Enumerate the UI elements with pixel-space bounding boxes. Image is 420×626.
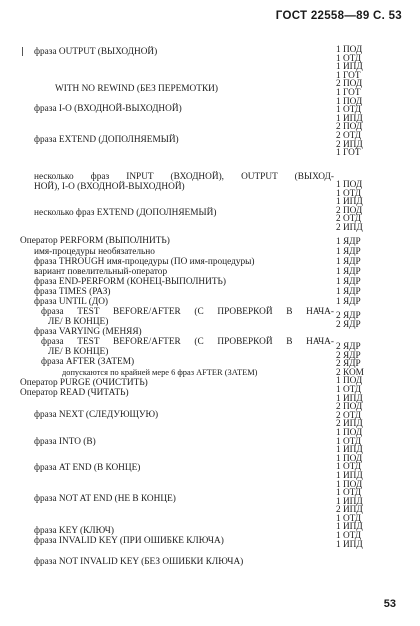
- code-entry: 2 ЯДР: [336, 319, 361, 330]
- text-line: фраза NEXT (СЛЕДУЮЩУЮ): [34, 410, 159, 420]
- text-line: несколько фраз EXTEND (ДОПОЛНЯЕМЫЙ): [34, 208, 217, 218]
- text-line: ЛЕ/ В КОНЦЕ): [48, 347, 109, 357]
- code-entry: 1 ПОД: [336, 479, 363, 490]
- text-line: Оператор READ (ЧИТАТЬ): [20, 388, 129, 398]
- code-entry: 2 ИПД: [336, 505, 363, 516]
- code-entry: 1 ЯДР: [336, 287, 361, 297]
- code-entry: 1 ИПД: [336, 522, 363, 533]
- text-line: Оператор PERFORM (ВЫПОЛНИТЬ): [20, 236, 170, 246]
- code-entry: 2 ПОД: [336, 79, 363, 90]
- code-entry: 1 ОТД: [336, 384, 362, 395]
- code-column: [336, 46, 363, 158]
- code-entry: 1 ПОД: [336, 96, 363, 107]
- code-entry: 1 ИПД: [336, 197, 363, 208]
- page-number: 53: [383, 598, 396, 610]
- code-entry: 1 ИПД: [336, 113, 363, 124]
- text-line: допускаются по крайней мере 6 фраз AFTER (ЗАТЕМ): [62, 368, 258, 377]
- code-entry: 1 ЯДР: [336, 237, 361, 247]
- code-entry: 1 ОТД: [336, 53, 362, 64]
- text-line: фраза KEY (КЛЮЧ): [34, 526, 114, 536]
- text-line: фраза INVALID KEY (ПРИ ОШИБКЕ КЛЮЧА): [34, 536, 224, 546]
- text-line: несколько фраз INPUT (ВХОДНОЙ), OUTPUT (ВЫХОД-: [34, 172, 334, 182]
- code-entry: 1 ЯДР: [336, 247, 361, 257]
- code-entry: 1 ОТД: [336, 531, 362, 542]
- text-line: фраза END-PERFORM (КОНЕЦ-ВЫПОЛНИТЬ): [34, 277, 226, 287]
- text-line: фраза AT END (В КОНЦЕ): [34, 463, 141, 473]
- code-entry: 2 ПОД: [336, 122, 363, 133]
- text-line: Оператор PURGE (ОЧИСТИТЬ): [20, 378, 148, 388]
- code-entry: 1 ГОТ: [336, 148, 361, 159]
- code-entry: 1 ОТД: [336, 436, 362, 447]
- code-entry: 1 ИПД: [336, 62, 363, 73]
- code-entry: 2 ПОД: [336, 205, 363, 216]
- text-line: имя-процедуры необязательно: [34, 247, 155, 257]
- code-entry: 2 ОТД: [336, 214, 362, 225]
- code-entry: 1 ИПД: [336, 445, 363, 456]
- code-column: [336, 312, 361, 329]
- code-entry: 1 ЯДР: [336, 267, 361, 277]
- text-line: ЛЕ/ В КОНЦЕ): [48, 317, 109, 327]
- text-line: фраза INTO (В): [34, 437, 96, 447]
- code-entry: 2 ИПД: [336, 419, 363, 430]
- text-line: фраза TIMES (РАЗ): [34, 287, 111, 297]
- text-line: фраза TEST BEFORE/AFTER (С ПРОВЕРКОЙ В НАЧА-: [41, 337, 334, 347]
- code-entry: 1 ИПД: [336, 539, 363, 550]
- code-entry: 1 ОТД: [336, 188, 362, 199]
- text-line: фраза VARYING (МЕНЯЯ): [34, 327, 142, 337]
- code-column: [336, 181, 363, 233]
- code-entry: 1 ЯДР: [336, 257, 361, 267]
- code-entry: 1 ЯДР: [336, 297, 361, 307]
- text-line: фраза AFTER (ЗАТЕМ): [41, 357, 135, 367]
- page-header: ГОСТ 22558—89 С. 53: [275, 10, 402, 22]
- code-entry: 2 ОТД: [336, 130, 362, 141]
- text-line: НОЙ), I-O (ВХОДНОЙ-ВЫХОДНОЙ): [34, 182, 185, 192]
- text-line: фраза OUTPUT (ВЫХОДНОЙ): [34, 47, 158, 57]
- code-entry: 1 ОТД: [336, 105, 362, 116]
- code-entry: 2 ЯДР: [336, 311, 361, 321]
- code-entry: 2 ЯДР: [336, 342, 361, 352]
- code-entry: 1 ИПД: [336, 393, 363, 404]
- code-entry: 1 ОТД: [336, 462, 362, 473]
- code-entry: 1 ПОД: [336, 453, 363, 464]
- text-line: фраза NOT AT END (НЕ В КОНЦЕ): [34, 494, 176, 504]
- text-line: фраза I-O (ВХОДНОЙ-ВЫХОДНОЙ): [34, 104, 182, 114]
- code-entry: 1 ПОД: [336, 180, 363, 190]
- margin-mark: [22, 47, 23, 56]
- text-line: фраза EXTEND (ДОПОЛНЯЕМЫЙ): [34, 135, 179, 145]
- code-entry: 2 ЯДР: [336, 359, 361, 370]
- text-line: фраза UNTIL (ДО): [34, 297, 109, 307]
- code-entry: 1 ИПД: [336, 470, 363, 481]
- code-entry: 1 ПОД: [336, 427, 363, 438]
- code-entry: 2 ИПД: [336, 222, 363, 233]
- code-entry: 2 ПОД: [336, 402, 363, 413]
- code-entry: 2 КОМ: [336, 367, 364, 378]
- text-line: WITH NO REWIND (БЕЗ ПЕРЕМОТКИ): [55, 84, 218, 94]
- code-entry: 2 ОТД: [336, 410, 362, 421]
- text-line: фраза NOT INVALID KEY (БЕЗ ОШИБКИ КЛЮЧА): [34, 557, 244, 567]
- code-entry: 2 ИПД: [336, 139, 363, 150]
- code-entry: 1 ИПД: [336, 496, 363, 507]
- code-entry: 1 ЯДР: [336, 277, 361, 287]
- text-line: фраза THROUGH имя-процедуры (ПО имя-процедуры): [34, 257, 255, 267]
- code-entry: 1 ПОД: [336, 376, 363, 387]
- code-column: [336, 237, 361, 307]
- code-entry: 2 ЯДР: [336, 350, 361, 361]
- code-column: [336, 343, 364, 549]
- code-entry: 1 ОТД: [336, 488, 362, 499]
- code-entry: 1 ГОТ: [336, 87, 361, 98]
- code-entry: 1 ПОД: [336, 45, 363, 55]
- code-entry: 1 ОТД: [336, 513, 362, 524]
- text-line: вариант повелительный-оператор: [34, 267, 168, 277]
- code-entry: 1 ГОТ: [336, 70, 361, 81]
- text-line: фраза TEST BEFORE/AFTER (С ПРОВЕРКОЙ В НАЧА-: [41, 307, 334, 317]
